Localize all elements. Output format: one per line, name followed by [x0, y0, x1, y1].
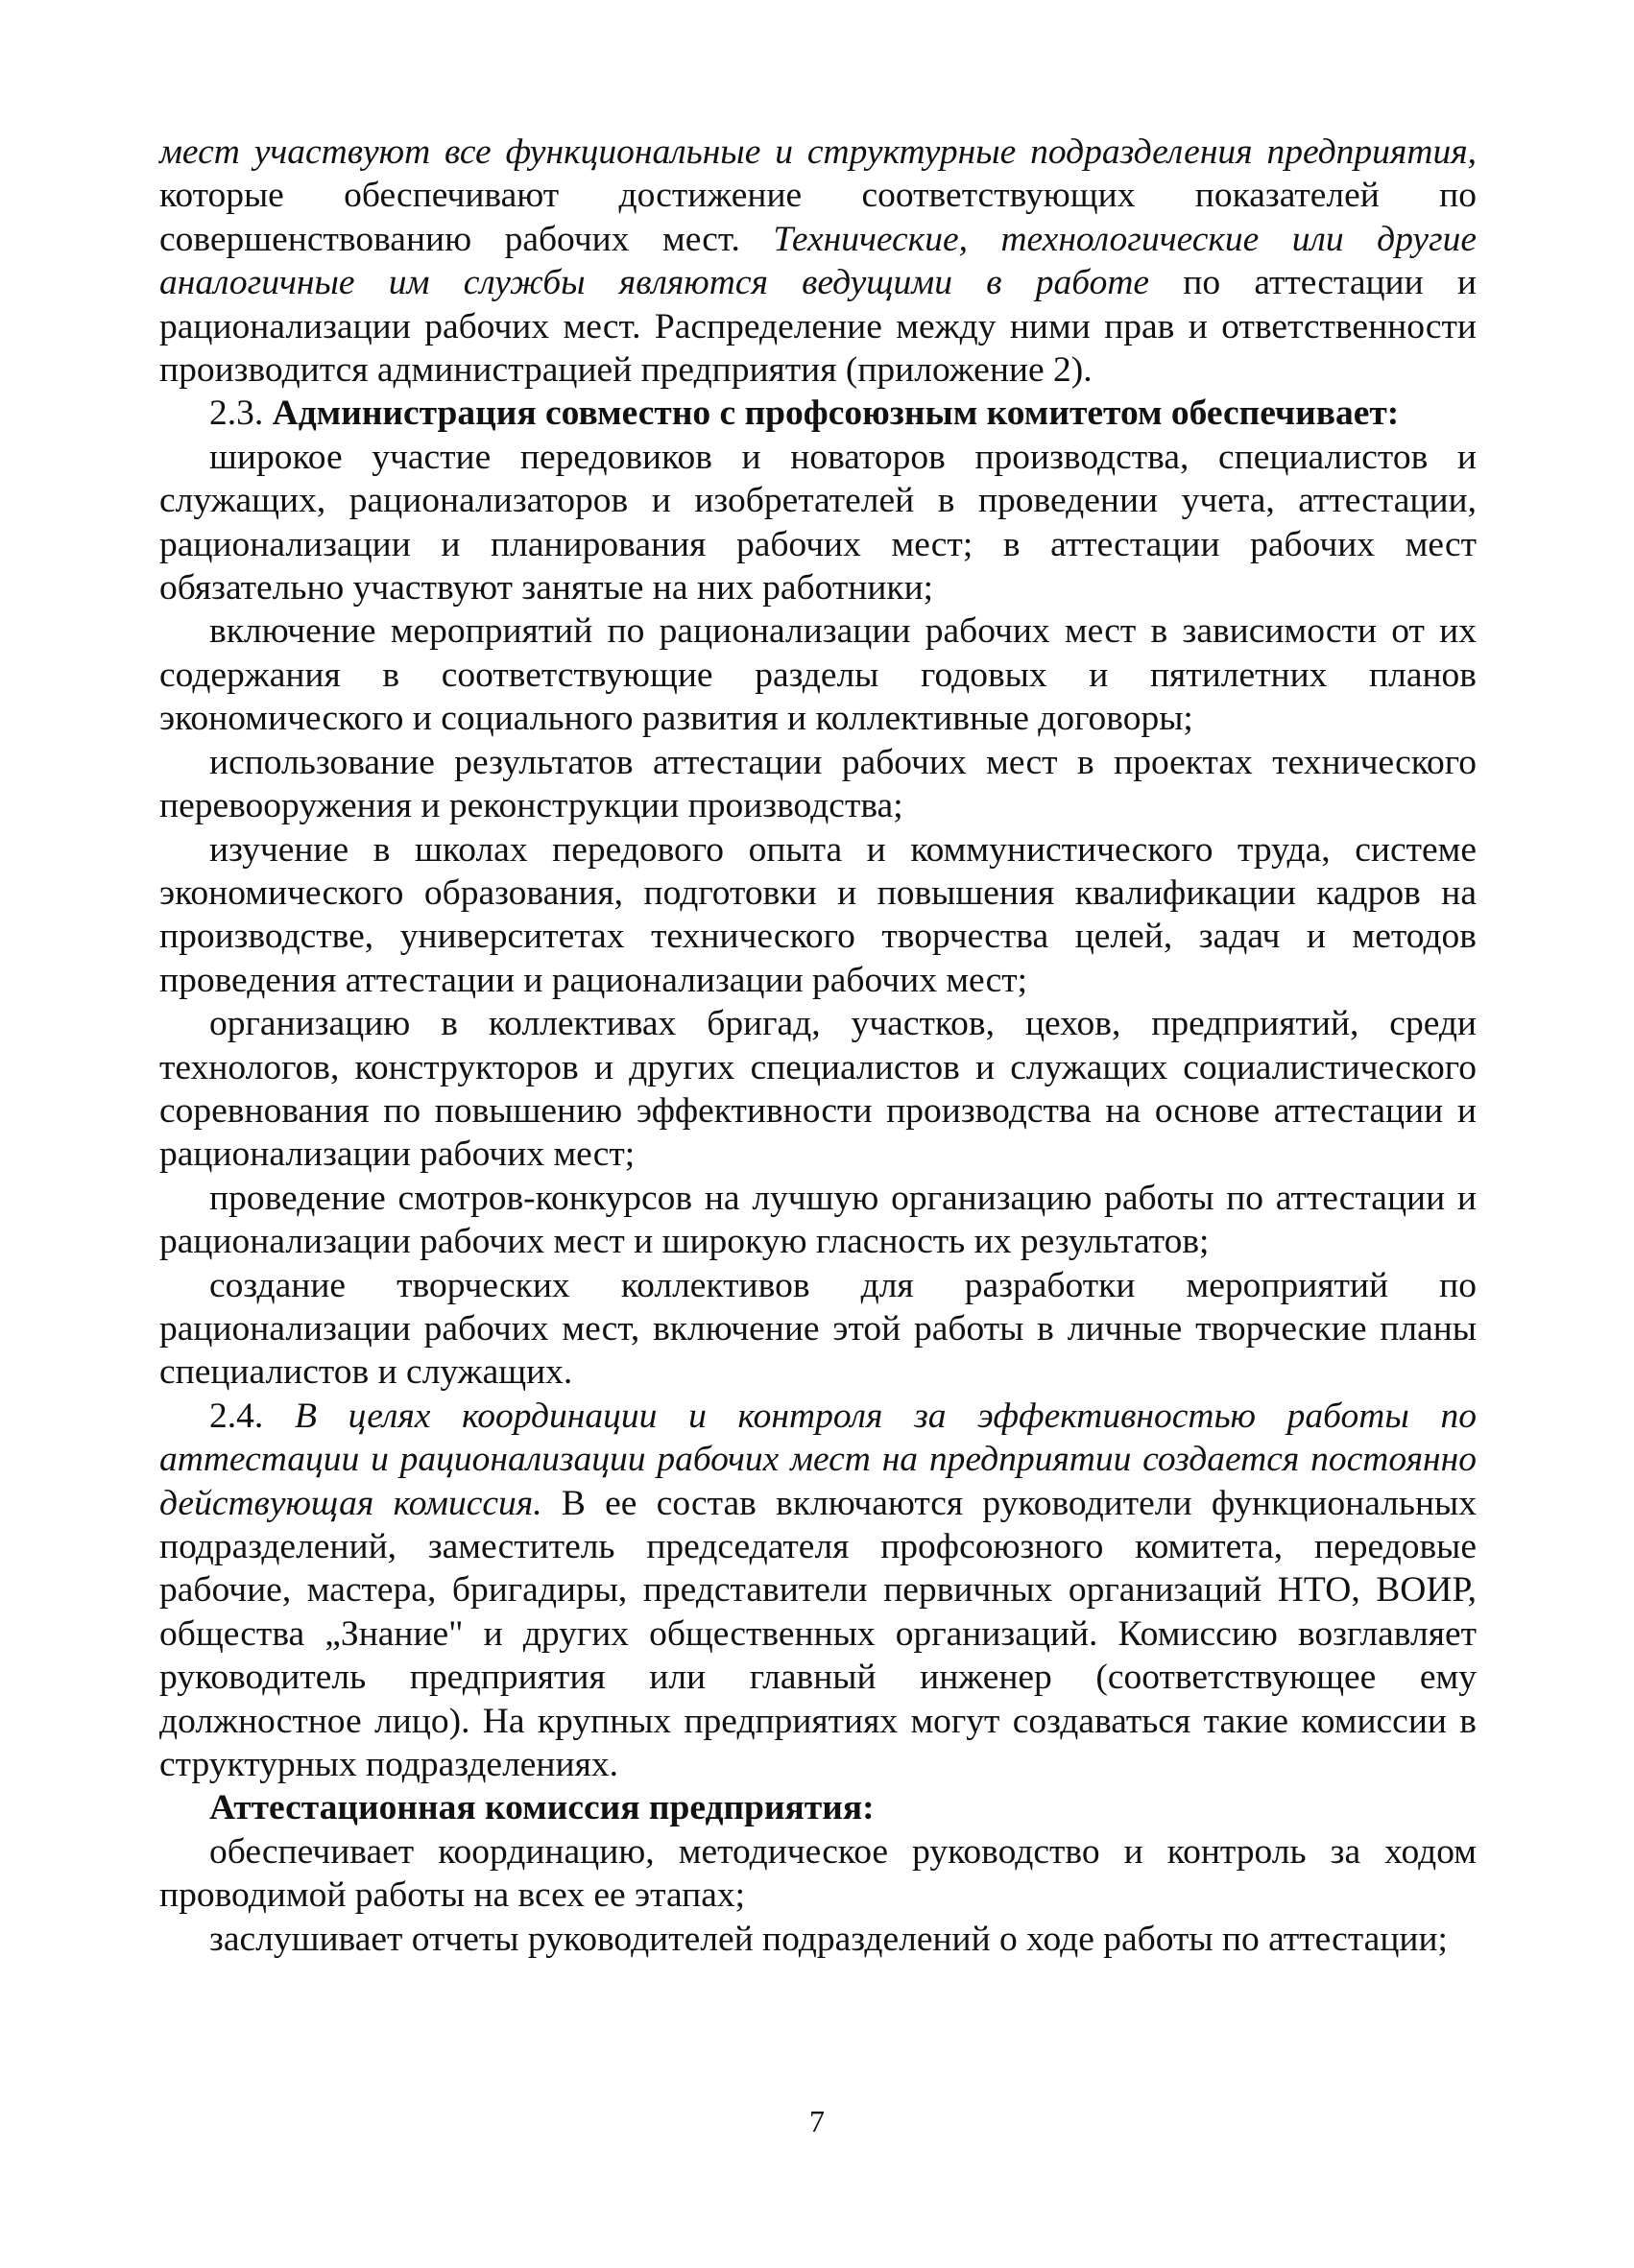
paragraph — [159, 609, 1477, 740]
text-run: заслушивает отчеты руководителей подразделений о ходе работы по аттестации; — [209, 1919, 1448, 1959]
text-run: изучение в школах передового опыта и коммунистического труда, системе экономического образования, подготовки и повышения квалификации кадров на производстве, университетах технического творчества целей, задач и методов проведения аттестации и рационализации рабочих мест; — [159, 829, 1477, 1000]
text-run: включение мероприятий по рационализации рабочих мест в зависимости от их содержания в соответствующие разделы годовых и пятилетних планов экономического и социального развития и коллективные договоры; — [159, 611, 1477, 739]
paragraph — [159, 1395, 1477, 1787]
paragraph — [159, 741, 1477, 828]
paragraph — [159, 131, 1477, 392]
paragraph — [159, 1786, 1477, 1829]
italic-text-run: В целях координации и контроля за эффективностью работы по аттестации и рационализации рабочих мест на предприятии создается постоянно действующая комиссия. — [159, 1396, 1478, 1523]
paragraph — [159, 1002, 1477, 1177]
text-run: обеспечивает координацию, методическое руководство и контроль за ходом проводимой работы на всех ее этапах; — [159, 1831, 1477, 1916]
paragraph — [159, 436, 1477, 610]
text-run: по аттестации и рационализации рабочих мест. Распределение между ними прав и ответственности производится администрацией предприятия (приложение 2). — [159, 263, 1477, 391]
page-body — [159, 131, 1477, 1961]
paragraph — [159, 1177, 1477, 1264]
italic-text-run: мест участвуют все функциональные и структурные подразделения предприятия, — [159, 132, 1477, 172]
bold-text-run: Аттестационная комиссия предприятия: — [209, 1788, 875, 1828]
text-run: 2.4. — [209, 1396, 295, 1436]
text-run: организацию в коллективах бригад, участков, цехов, предприятий, среди технологов, конструкторов и других специалистов и служащих социалистического соревнования по повышению эффективности производства на основе аттестации и рационализации рабочих мест; — [159, 1004, 1477, 1175]
text-run: широкое участие передовиков и новаторов производства, специалистов и служащих, рационализаторов и изобретателей в проведении учета, аттестации, рационализации и планирования рабочих мест; в аттестации рабочих мест обязательно участвуют занятые на них работники; — [159, 437, 1477, 609]
paragraph — [159, 1830, 1477, 1918]
bold-text-run: Администрация совместно с профсоюзным комитетом обеспечивает: — [272, 394, 1400, 434]
paragraph — [159, 828, 1477, 1003]
text-run: В ее состав включаются руководители функциональных подразделений, заместитель председателя профсоюзного комитета, передовые рабочие, мастера, бригадиры, представители первичных организаций НТО, ВОИР, общества „Знание" и других общественных организаций. Комиссию возглавляет руководитель предприятия или главный инженер (соответствующее ему должностное лицо). На крупных предприятиях могут создаваться такие комиссии в структурных подразделениях. — [159, 1483, 1477, 1785]
text-run: 2.3. — [209, 394, 273, 434]
text-run: проведение смотров-конкурсов на лучшую организацию работы по аттестации и рационализации рабочих мест и широкую гласность их результатов; — [159, 1178, 1477, 1262]
italic-text-run: Технические, технологические или другие аналогичные им службы являются ведущими в работе — [159, 219, 1477, 303]
text-run: создание творческих коллективов для разработки мероприятий по рационализации рабочих мест, включение этой работы в личные творческие планы специалистов и служащих. — [159, 1265, 1477, 1393]
text-run: использование результатов аттестации рабочих мест в проектах технического перевооружения и реконструкции производства; — [159, 742, 1477, 826]
text-run: которые обеспечивают достижение соответствующих показателей по совершенствованию рабочих мест. — [159, 176, 1477, 259]
page-number: 7 — [809, 2104, 825, 2138]
paragraph — [159, 1264, 1477, 1395]
paragraph — [159, 1918, 1477, 1961]
paragraph — [159, 392, 1477, 435]
